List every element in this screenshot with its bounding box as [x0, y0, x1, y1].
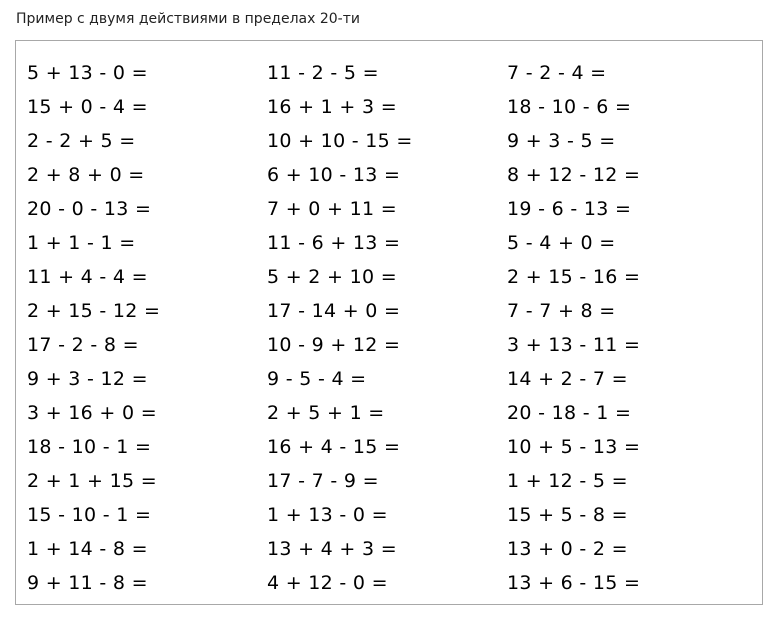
math-problem: 16 + 1 + 3 =	[267, 96, 397, 118]
math-problem: 10 + 10 - 15 =	[267, 130, 413, 152]
math-problem: 2 + 15 - 16 =	[507, 266, 641, 288]
math-problem: 13 + 4 + 3 =	[267, 538, 397, 560]
math-problem: 11 - 6 + 13 =	[267, 232, 401, 254]
math-problem: 11 + 4 - 4 =	[27, 266, 148, 288]
math-problem: 1 + 12 - 5 =	[507, 470, 628, 492]
math-problem: 10 - 9 + 12 =	[267, 334, 401, 356]
math-problem: 5 + 13 - 0 =	[27, 62, 148, 84]
math-problem: 1 + 1 - 1 =	[27, 232, 136, 254]
math-problem: 6 + 10 - 13 =	[267, 164, 401, 186]
math-problem: 2 + 8 + 0 =	[27, 164, 145, 186]
math-problem: 9 + 11 - 8 =	[27, 572, 148, 594]
math-problem: 17 - 14 + 0 =	[267, 300, 401, 322]
math-problem: 4 + 12 - 0 =	[267, 572, 388, 594]
math-problem: 17 - 7 - 9 =	[267, 470, 379, 492]
math-problem: 2 + 5 + 1 =	[267, 402, 385, 424]
math-problem: 7 - 7 + 8 =	[507, 300, 616, 322]
page-title: Пример с двумя действиями в пределах 20-ти	[16, 11, 360, 27]
math-problem: 1 + 14 - 8 =	[27, 538, 148, 560]
math-problem: 20 - 0 - 13 =	[27, 198, 152, 220]
math-problem: 19 - 6 - 13 =	[507, 198, 632, 220]
math-problem: 2 - 2 + 5 =	[27, 130, 136, 152]
math-problem: 18 - 10 - 6 =	[507, 96, 632, 118]
problem-column-1	[27, 56, 160, 600]
math-problem: 2 + 15 - 12 =	[27, 300, 161, 322]
math-problem: 3 + 16 + 0 =	[27, 402, 157, 424]
math-problem: 14 + 2 - 7 =	[507, 368, 628, 390]
math-problem: 7 + 0 + 11 =	[267, 198, 397, 220]
math-problem: 16 + 4 - 15 =	[267, 436, 401, 458]
math-problem: 11 - 2 - 5 =	[267, 62, 379, 84]
math-problem: 8 + 12 - 12 =	[507, 164, 641, 186]
math-problem: 1 + 13 - 0 =	[267, 504, 388, 526]
math-problem: 9 - 5 - 4 =	[267, 368, 367, 390]
math-problem: 9 + 3 - 5 =	[507, 130, 616, 152]
math-problem: 17 - 2 - 8 =	[27, 334, 139, 356]
math-problem: 18 - 10 - 1 =	[27, 436, 152, 458]
problem-column-3	[507, 56, 640, 600]
math-problem: 13 + 0 - 2 =	[507, 538, 628, 560]
math-problem: 15 - 10 - 1 =	[27, 504, 152, 526]
math-problem: 2 + 1 + 15 =	[27, 470, 157, 492]
math-problem: 3 + 13 - 11 =	[507, 334, 641, 356]
math-problem: 9 + 3 - 12 =	[27, 368, 148, 390]
math-problem: 10 + 5 - 13 =	[507, 436, 641, 458]
math-problem: 5 - 4 + 0 =	[507, 232, 616, 254]
math-problem: 20 - 18 - 1 =	[507, 402, 632, 424]
math-problem: 5 + 2 + 10 =	[267, 266, 397, 288]
math-problem: 15 + 0 - 4 =	[27, 96, 148, 118]
math-problem: 13 + 6 - 15 =	[507, 572, 641, 594]
exercise-box	[15, 40, 763, 605]
problem-column-2	[267, 56, 413, 600]
math-problem: 7 - 2 - 4 =	[507, 62, 607, 84]
math-problem: 15 + 5 - 8 =	[507, 504, 628, 526]
